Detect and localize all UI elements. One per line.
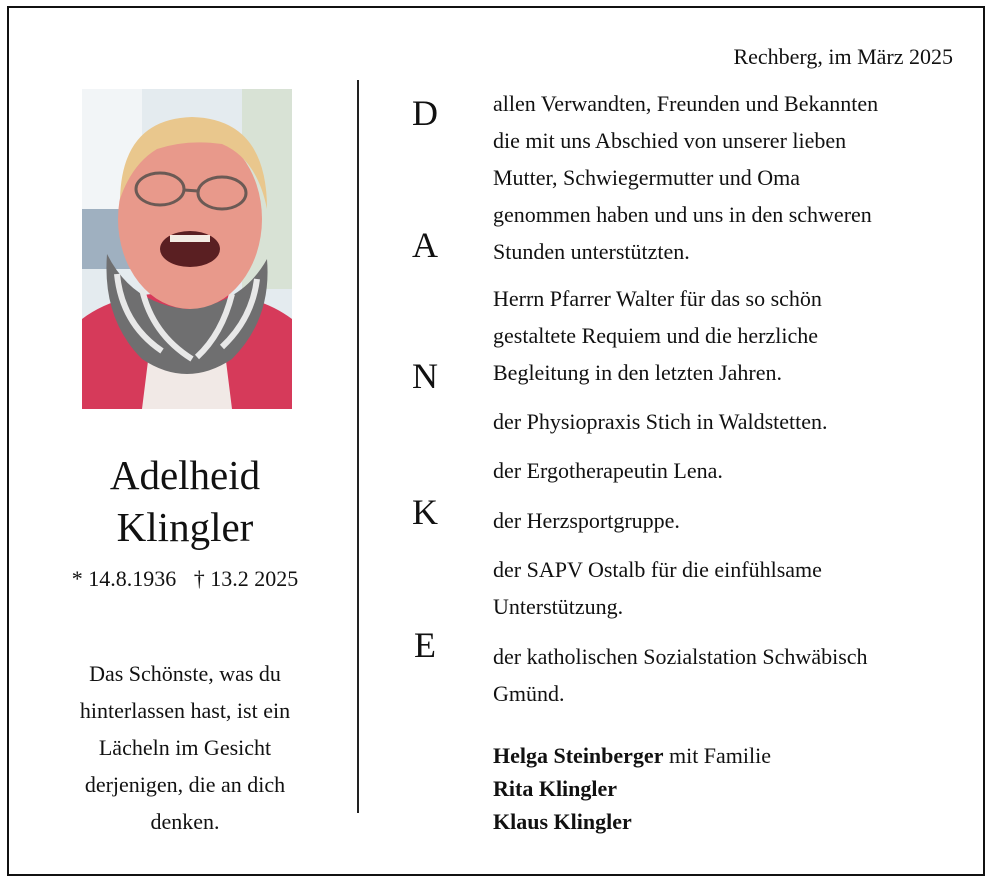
signature-suffix: mit Familie [663, 743, 772, 768]
quote-line: Das Schönste, was du [89, 661, 281, 686]
thanks-line: der Ergotherapeutin Lena. [493, 458, 723, 483]
memorial-quote [50, 655, 320, 840]
thanks-paragraph-physio [493, 403, 953, 440]
thanks-paragraph-sapv [493, 551, 953, 625]
danke-letter-n: N [412, 356, 438, 396]
portrait-illustration [82, 89, 292, 409]
signature-klaus [493, 805, 632, 838]
signature-rita [493, 772, 617, 805]
danke-letter-k: K [412, 492, 438, 532]
signature-name: Klaus Klingler [493, 809, 632, 834]
thanks-paragraph-pastor [493, 280, 953, 391]
deceased-first-name: Adelheid [109, 452, 261, 498]
thanks-line: Mutter, Schwiegermutter und Oma [493, 165, 801, 190]
signature-helga [493, 739, 771, 772]
deceased-last-name: Klingler [116, 504, 254, 550]
thanks-paragraph-ergo [493, 452, 953, 489]
death-date: † 13.2 2025 [193, 566, 299, 591]
thanks-paragraph-social-station [493, 638, 953, 712]
thanks-line: genommen haben und uns in den schweren [493, 202, 872, 227]
danke-letter-a: A [412, 225, 438, 265]
thanks-line: der Physiopraxis Stich in Waldstetten. [493, 409, 828, 434]
thanks-line: der Herzsportgruppe. [493, 508, 680, 533]
thanks-line: Begleitung in den letzten Jahren. [493, 360, 782, 385]
thanks-line: gestaltete Requiem und die herzliche [493, 323, 818, 348]
thanks-line: Stunden unterstützten. [493, 239, 690, 264]
quote-line: derjenigen, die an dich [84, 772, 286, 797]
life-dates [40, 566, 330, 592]
portrait-photo [82, 89, 292, 409]
thanks-line: der katholischen Sozialstation Schwäbisch [493, 644, 868, 669]
thanks-paragraph-relatives [493, 85, 953, 270]
quote-line: hinterlassen hast, ist ein [79, 698, 291, 723]
place-date: Rechberg, im März 2025 [733, 44, 953, 69]
column-divider [357, 80, 359, 813]
thanks-line: Unterstützung. [493, 594, 624, 619]
thanks-line: Gmünd. [493, 681, 565, 706]
danke-letter-d: D [412, 93, 438, 133]
thanks-line: die mit uns Abschied von unserer lieben [493, 128, 847, 153]
thanks-line: allen Verwandten, Freunden und Bekannten [493, 91, 879, 116]
thanks-line: Herrn Pfarrer Walter für das so schön [493, 286, 822, 311]
thanks-line: der SAPV Ostalb für die einfühlsame [493, 557, 822, 582]
danke-letter-e: E [414, 625, 436, 665]
quote-line: Lächeln im Gesicht [98, 735, 272, 760]
signature-name: Rita Klingler [493, 776, 618, 801]
quote-line: denken. [150, 809, 220, 834]
thanks-paragraph-heart-sport [493, 502, 953, 539]
birth-date: * 14.8.1936 [71, 566, 177, 591]
signature-name: Helga Steinberger [493, 743, 664, 768]
